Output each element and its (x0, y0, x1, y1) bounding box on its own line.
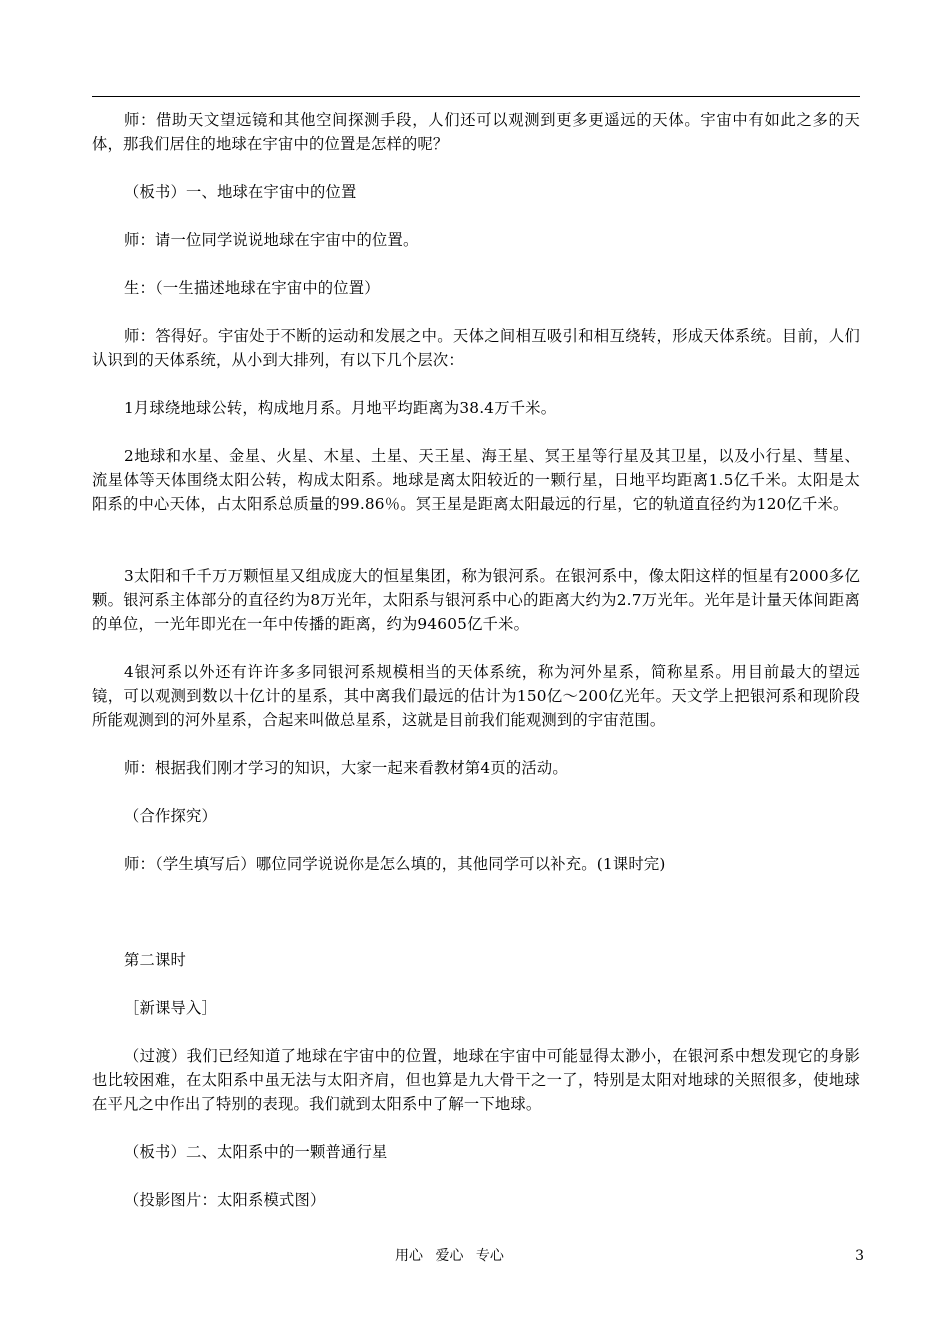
paragraph-cooperative-inquiry: （合作探究） (124, 807, 217, 825)
paragraph-teacher-followup: 师：（学生填写后）哪位同学说说你是怎么填的，其他同学可以补充。(1课时完) (124, 855, 666, 873)
footer-motto: 用心 爱心 专心 (395, 1248, 504, 1264)
paragraph-projection: （投影图片：太阳系模式图） (124, 1191, 326, 1209)
paragraph-level-1: 1月球绕地球公转，构成地月系。月地平均距离为38.4万千米。 (124, 399, 557, 417)
header-rule (92, 96, 860, 97)
paragraph-level-2: 2地球和水星、金星、火星、木星、土星、天王星、海王星、冥王星等行星及其卫星，以及小行星、彗星、流星体等天体围绕太阳公转，构成太阳系。地球是离太阳较近的一颗行星，日地平均距离1.5亿千米。太阳是太阳系的中心天体，占太阳系总质量的99.86％。冥王星是距离太阳最远的行星，它的轨道直径约为120亿千米。 (92, 447, 860, 513)
paragraph-level-3: 3太阳和千千万万颗恒星又组成庞大的恒星集团，称为银河系。在银河系中，像太阳这样的恒星有2000多亿颗。银河系主体部分的直径约为8万光年，太阳系与银河系中心的距离大约为2.7万光年。光年是计量天体间距离的单位，一光年即光在一年中传播的距离，约为94605亿千米。 (92, 567, 860, 633)
paragraph-board-heading-2: （板书）二、太阳系中的一颗普通行星 (124, 1143, 388, 1161)
paragraph-transition: （过渡）我们已经知道了地球在宇宙中的位置，地球在宇宙中可能显得太渺小，在银河系中想发现它的身影也比较困难，在太阳系中虽无法与太阳齐肩，但也算是九大骨干之一了，特别是太阳对地球的关照很多，使地球在平凡之中作出了特别的表现。我们就到太阳系中了解一下地球。 (92, 1047, 860, 1113)
paragraph-teacher-activity: 师：根据我们刚才学习的知识，大家一起来看教材第4页的活动。 (124, 759, 568, 777)
paragraph-board-heading-1: （板书）一、地球在宇宙中的位置 (124, 183, 357, 201)
section-heading-new-lesson-intro: ［新课导入］ (124, 999, 217, 1017)
paragraph-teacher-intro: 师：借助天文望远镜和其他空间探测手段，人们还可以观测到更多更遥远的天体。宇宙中有如此之多的天体，那我们居住的地球在宇宙中的位置是怎样的呢？ (92, 111, 860, 153)
paragraph-teacher-explanation: 师：答得好。宇宙处于不断的运动和发展之中。天体之间相互吸引和相互绕转，形成天体系统。目前，人们认识到的天体系统，从小到大排列，有以下几个层次： (92, 327, 860, 369)
paragraph-student-answer: 生：（一生描述地球在宇宙中的位置） (124, 279, 380, 297)
paragraph-level-4: 4银河系以外还有许许多多同银河系规模相当的天体系统，称为河外星系，简称星系。用目前最大的望远镜，可以观测到数以十亿计的星系，其中离我们最远的估计为150亿～200亿光年。天文学上把银河系和现阶段所能观测到的河外星系，合起来叫做总星系，这就是目前我们能观测到的宇宙范围。 (92, 663, 860, 729)
page-number: 3 (855, 1248, 864, 1264)
paragraph-teacher-question: 师：请一位同学说说地球在宇宙中的位置。 (124, 231, 419, 249)
section-heading-second-lesson: 第二课时 (124, 951, 186, 969)
